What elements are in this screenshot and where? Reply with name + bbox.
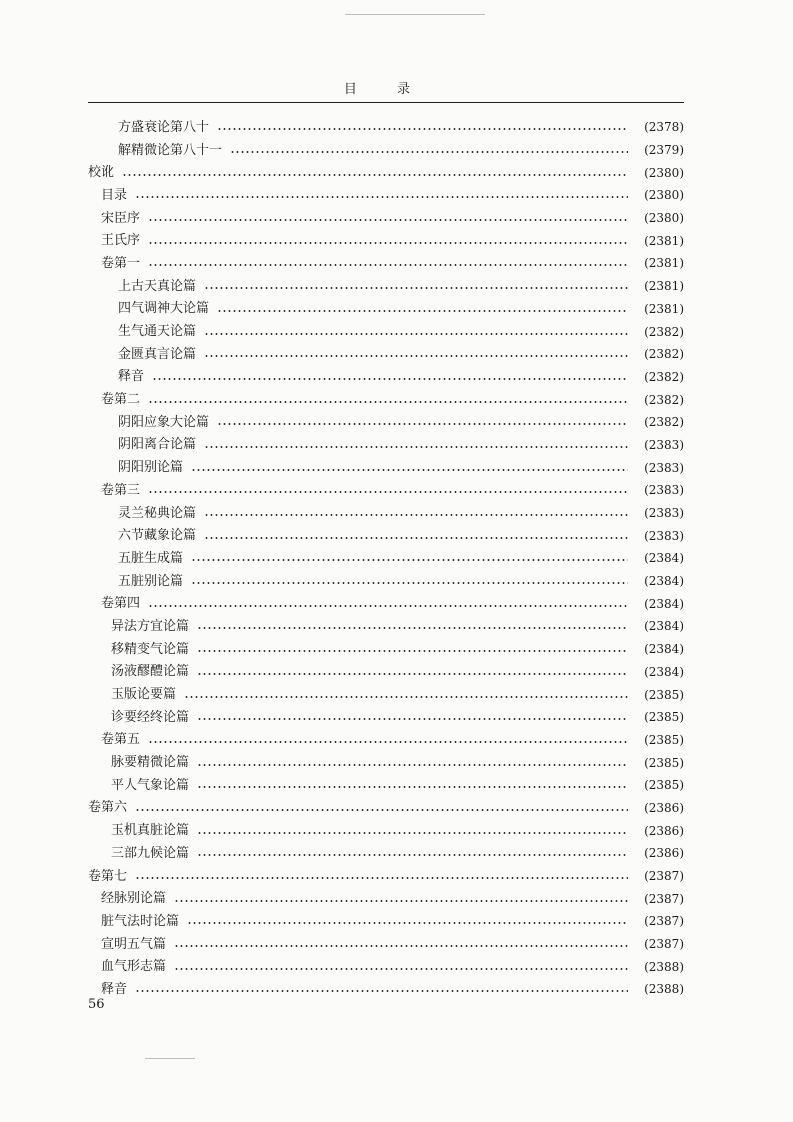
toc-entry (88, 184, 684, 207)
toc-entry-title: 卷第七 (88, 868, 128, 884)
toc-entry-page: (2381) (644, 279, 684, 294)
toc-entry (88, 955, 684, 978)
toc-entry-page: (2381) (644, 301, 684, 316)
toc-entry-page: (2380) (644, 211, 684, 226)
toc-entry-title: 释音 (118, 369, 145, 385)
toc-entry-page: (2387) (644, 869, 684, 884)
toc-entry-title: 金匮真言论篇 (118, 346, 197, 362)
dot-leader (122, 174, 628, 176)
toc-entry-title: 目录 (101, 187, 128, 203)
dot-leader (204, 514, 628, 516)
toc-entry-title: 灵兰秘典论篇 (118, 505, 197, 521)
toc-entry-page: (2385) (644, 755, 684, 770)
dot-leader (191, 559, 628, 561)
toc-entry-page: (2387) (644, 914, 684, 929)
toc-entry-page: (2385) (644, 778, 684, 793)
dot-leader (135, 809, 628, 811)
dot-leader (135, 877, 628, 879)
toc-entry (88, 547, 684, 570)
toc-entry-page: (2382) (644, 369, 684, 384)
toc-entry (88, 434, 684, 457)
toc-entry-page: (2381) (644, 256, 684, 271)
toc-entry-title: 六节藏象论篇 (118, 528, 197, 544)
dot-leader (148, 605, 628, 607)
toc-entry-page: (2380) (644, 188, 684, 203)
toc-entry (88, 615, 684, 638)
dot-leader (148, 491, 628, 493)
toc-entry (88, 343, 684, 366)
toc-entry-page: (2385) (644, 687, 684, 702)
toc-entry-page: (2388) (644, 959, 684, 974)
toc-entry (88, 502, 684, 525)
toc-entry (88, 252, 684, 275)
dot-leader (197, 718, 628, 720)
toc-entry-title: 卷第五 (101, 732, 141, 748)
toc-entry (88, 524, 684, 547)
dot-leader (148, 264, 628, 266)
toc-entry-page: (2378) (644, 120, 684, 135)
toc-entry-page: (2385) (644, 732, 684, 747)
header-rule (88, 102, 684, 103)
toc-entry-title: 卷第六 (88, 800, 128, 816)
toc-entry-page: (2386) (644, 846, 684, 861)
toc-entry (88, 298, 684, 321)
dot-leader (204, 537, 628, 539)
scan-artifact-bottom (145, 1058, 195, 1059)
toc-entry-page: (2382) (644, 347, 684, 362)
dot-leader (174, 900, 628, 902)
toc-entry-title: 血气形志篇 (101, 959, 167, 975)
dot-leader (148, 401, 628, 403)
toc-entry-title: 卷第二 (101, 392, 141, 408)
toc-entry-page: (2380) (644, 165, 684, 180)
dot-leader (217, 423, 628, 425)
toc-entry (88, 842, 684, 865)
toc-entry-title: 阴阳别论篇 (118, 460, 184, 476)
toc-entry-title: 玉机真脏论篇 (111, 823, 190, 839)
dot-leader (197, 650, 628, 652)
toc-entry-title: 宋臣序 (101, 210, 141, 226)
toc-entry-title: 解精微论第八十一 (118, 142, 223, 158)
dot-leader (148, 219, 628, 221)
toc-entry (88, 161, 684, 184)
toc-entry-title: 平人气象论篇 (111, 777, 190, 793)
toc-entry-title: 脏气法时论篇 (101, 913, 180, 929)
dot-leader (197, 764, 628, 766)
dot-leader (197, 854, 628, 856)
toc-entry-title: 五脏别论篇 (118, 573, 184, 589)
toc-entry (88, 819, 684, 842)
toc-entry (88, 116, 684, 139)
toc-entry-page: (2383) (644, 506, 684, 521)
toc-entry (88, 774, 684, 797)
dot-leader (191, 469, 628, 471)
toc-entry (88, 638, 684, 661)
page-title: 目 录 (343, 82, 429, 97)
toc-entry (88, 729, 684, 752)
toc-entry-title: 释音 (101, 981, 128, 997)
toc-entry-title: 阴阳应象大论篇 (118, 414, 210, 430)
toc-entry (88, 275, 684, 298)
dot-leader (187, 922, 628, 924)
toc-entry-title: 汤液醪醴论篇 (111, 664, 190, 680)
toc-entry-page: (2382) (644, 392, 684, 407)
dot-leader (135, 990, 628, 992)
dot-leader (152, 378, 628, 380)
dot-leader (197, 786, 628, 788)
toc-entry (88, 910, 684, 933)
toc-entry (88, 388, 684, 411)
toc-entry-page: (2387) (644, 891, 684, 906)
toc-entry-page: (2384) (644, 551, 684, 566)
toc-entry-page: (2382) (644, 415, 684, 430)
toc-entry (88, 207, 684, 230)
toc-entry-page: (2388) (644, 982, 684, 997)
toc-entry-title: 五脏生成篇 (118, 550, 184, 566)
toc-entry (88, 366, 684, 389)
dot-leader (217, 310, 628, 312)
toc-entry-title: 三部九候论篇 (111, 845, 190, 861)
toc-entry-title: 校讹 (88, 165, 115, 181)
toc-entry-page: (2384) (644, 664, 684, 679)
dot-leader (204, 333, 628, 335)
toc-entry (88, 797, 684, 820)
toc-entry (88, 456, 684, 479)
toc-entry (88, 661, 684, 684)
toc-entry-title: 方盛衰论第八十 (118, 119, 210, 135)
toc-entry-title: 阴阳离合论篇 (118, 437, 197, 453)
toc-entry (88, 751, 684, 774)
toc-entry-page: (2382) (644, 324, 684, 339)
dot-leader (148, 242, 628, 244)
dot-leader (230, 151, 628, 153)
dot-leader (148, 741, 628, 743)
dot-leader (197, 627, 628, 629)
page-number: 56 (88, 997, 105, 1012)
toc-entry (88, 139, 684, 162)
toc-entry-page: (2387) (644, 937, 684, 952)
toc-entry (88, 570, 684, 593)
toc-entry-title: 生气通天论篇 (118, 324, 197, 340)
dot-leader (184, 696, 628, 698)
toc-entry-page: (2384) (644, 619, 684, 634)
toc-entry (88, 887, 684, 910)
toc-entry (88, 706, 684, 729)
toc-entry (88, 229, 684, 252)
dot-leader (204, 355, 628, 357)
dot-leader (174, 968, 628, 970)
dot-leader (204, 446, 628, 448)
toc-entry-title: 四气调神大论篇 (118, 301, 210, 317)
toc-entry (88, 933, 684, 956)
dot-leader (197, 832, 628, 834)
toc-entry-title: 经脉别论篇 (101, 891, 167, 907)
toc-entry-title: 脉要精微论篇 (111, 755, 190, 771)
toc-entry-title: 宣明五气篇 (101, 936, 167, 952)
toc-entry-title: 移精变气论篇 (111, 641, 190, 657)
toc-entry-title: 王氏序 (101, 233, 141, 249)
toc-entry-page: (2384) (644, 642, 684, 657)
toc-entry-page: (2384) (644, 596, 684, 611)
toc-entry-page: (2381) (644, 233, 684, 248)
dot-leader (197, 673, 628, 675)
toc-entry (88, 683, 684, 706)
toc-entry-page: (2383) (644, 437, 684, 452)
toc-entry-title: 诊要经终论篇 (111, 709, 190, 725)
toc-entry-page: (2384) (644, 574, 684, 589)
toc-entry-title: 卷第三 (101, 482, 141, 498)
toc-entry (88, 865, 684, 888)
toc-entry (88, 411, 684, 434)
toc-entry-page: (2385) (644, 710, 684, 725)
dot-leader (191, 582, 628, 584)
toc-entry-title: 玉版论要篇 (111, 687, 177, 703)
toc-entry-page: (2379) (644, 143, 684, 158)
toc-entry-page: (2383) (644, 528, 684, 543)
toc-entry-title: 卷第四 (101, 596, 141, 612)
toc-entry (88, 320, 684, 343)
toc-entry-title: 上古天真论篇 (118, 278, 197, 294)
toc-entry-page: (2383) (644, 460, 684, 475)
toc-entry-page: (2386) (644, 823, 684, 838)
toc-entry-title: 卷第一 (101, 255, 141, 271)
table-of-contents (88, 116, 684, 1001)
dot-leader (135, 196, 628, 198)
toc-entry-page: (2386) (644, 800, 684, 815)
toc-entry-title: 异法方宜论篇 (111, 618, 190, 634)
dot-leader (174, 945, 628, 947)
dot-leader (217, 128, 628, 130)
toc-entry (88, 592, 684, 615)
toc-entry-page: (2383) (644, 483, 684, 498)
dot-leader (204, 287, 628, 289)
scan-artifact-top (345, 14, 485, 15)
toc-entry (88, 479, 684, 502)
toc-entry (88, 978, 684, 1001)
